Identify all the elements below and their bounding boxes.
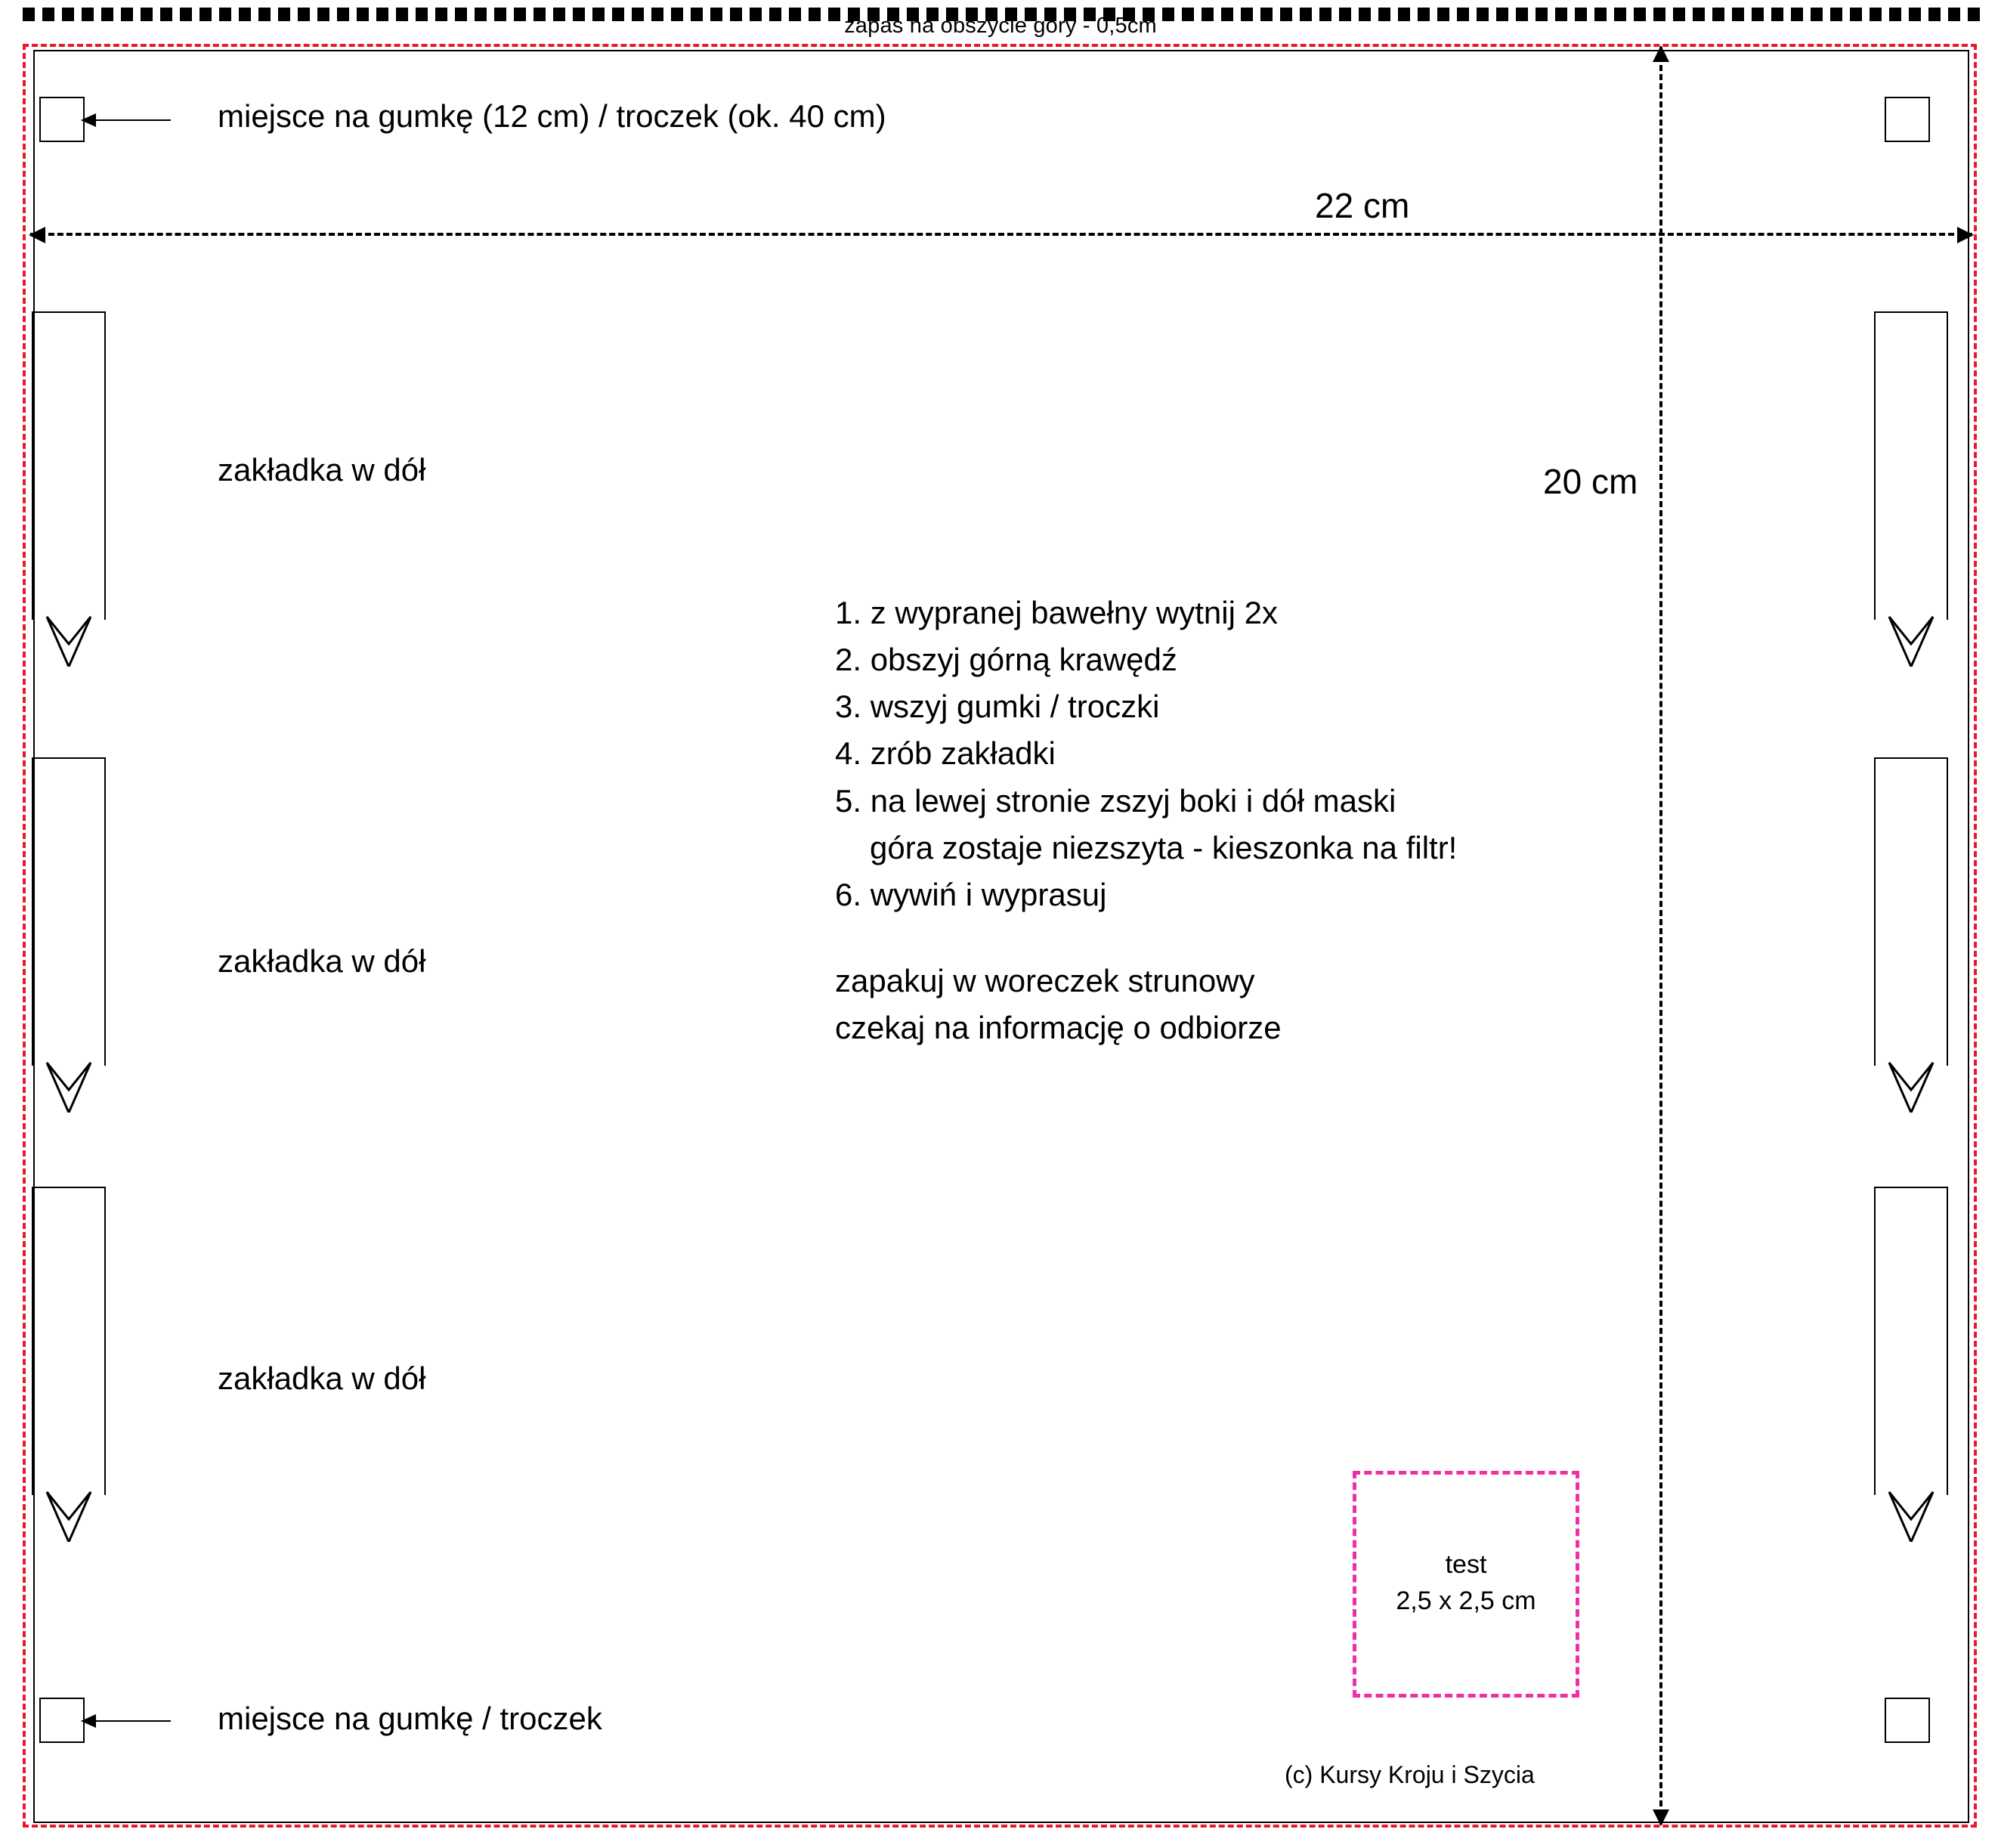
instructions-block — [835, 590, 1457, 1051]
instruction-step-5: 5. na lewej stronie zszyj boki i dół maski — [835, 782, 1396, 819]
note-line-2: czekaj na informację o odbiorze — [835, 1010, 1282, 1046]
instruction-step-3: 3. wszyj gumki / troczki — [835, 689, 1160, 725]
height-dimension-line — [1659, 47, 1662, 1825]
dimension-arrow-right — [1957, 227, 1974, 243]
height-dimension-label: 20 cm — [1539, 460, 1642, 503]
width-dimension-line — [30, 233, 1972, 236]
seam-allowance-label: zapas na obszycie góry - 0,5cm — [844, 14, 1157, 38]
dimension-arrow-top — [1653, 45, 1669, 62]
copyright-notice: (c) Kursy Kroju i Szycia — [1285, 1761, 1535, 1788]
pleat-label-1: zakładka w dół — [218, 452, 426, 488]
elastic-top-label: miejsce na gumkę (12 cm) / troczek (ok. 40 cm) — [218, 98, 886, 134]
test-square-title: test — [1445, 1550, 1487, 1579]
elastic-marker-bottom-right — [1885, 1698, 1930, 1743]
arrow-to-elastic-bottom — [82, 1720, 171, 1722]
elastic-marker-top-right — [1885, 97, 1930, 142]
pleat-label-2: zakładka w dół — [218, 943, 426, 979]
arrow-to-elastic-top — [82, 119, 171, 121]
note-line-1: zapakuj w woreczek strunowy — [835, 963, 1255, 999]
instruction-step-5-cont: góra zostaje niezszyta - kieszonka na filtr! — [870, 829, 1458, 865]
print-scale-test-square — [1353, 1471, 1579, 1698]
instruction-step-6: 6. wywiń i wyprasuj — [835, 876, 1107, 912]
instruction-step-2: 2. obszyj górną krawędź — [835, 642, 1177, 678]
dimension-arrow-bottom — [1653, 1809, 1669, 1826]
width-dimension-label: 22 cm — [1307, 185, 1417, 226]
elastic-marker-bottom-left — [39, 1698, 85, 1743]
pleat-label-3: zakładka w dół — [218, 1360, 426, 1396]
dimension-arrow-left — [29, 227, 45, 243]
elastic-bottom-label: miejsce na gumkę / troczek — [218, 1701, 602, 1736]
test-square-size: 2,5 x 2,5 cm — [1396, 1586, 1536, 1615]
instruction-step-4: 4. zrób zakładki — [835, 735, 1056, 772]
instruction-step-1: 1. z wypranej bawełny wytnij 2x — [835, 595, 1278, 630]
elastic-marker-top-left — [39, 97, 85, 142]
